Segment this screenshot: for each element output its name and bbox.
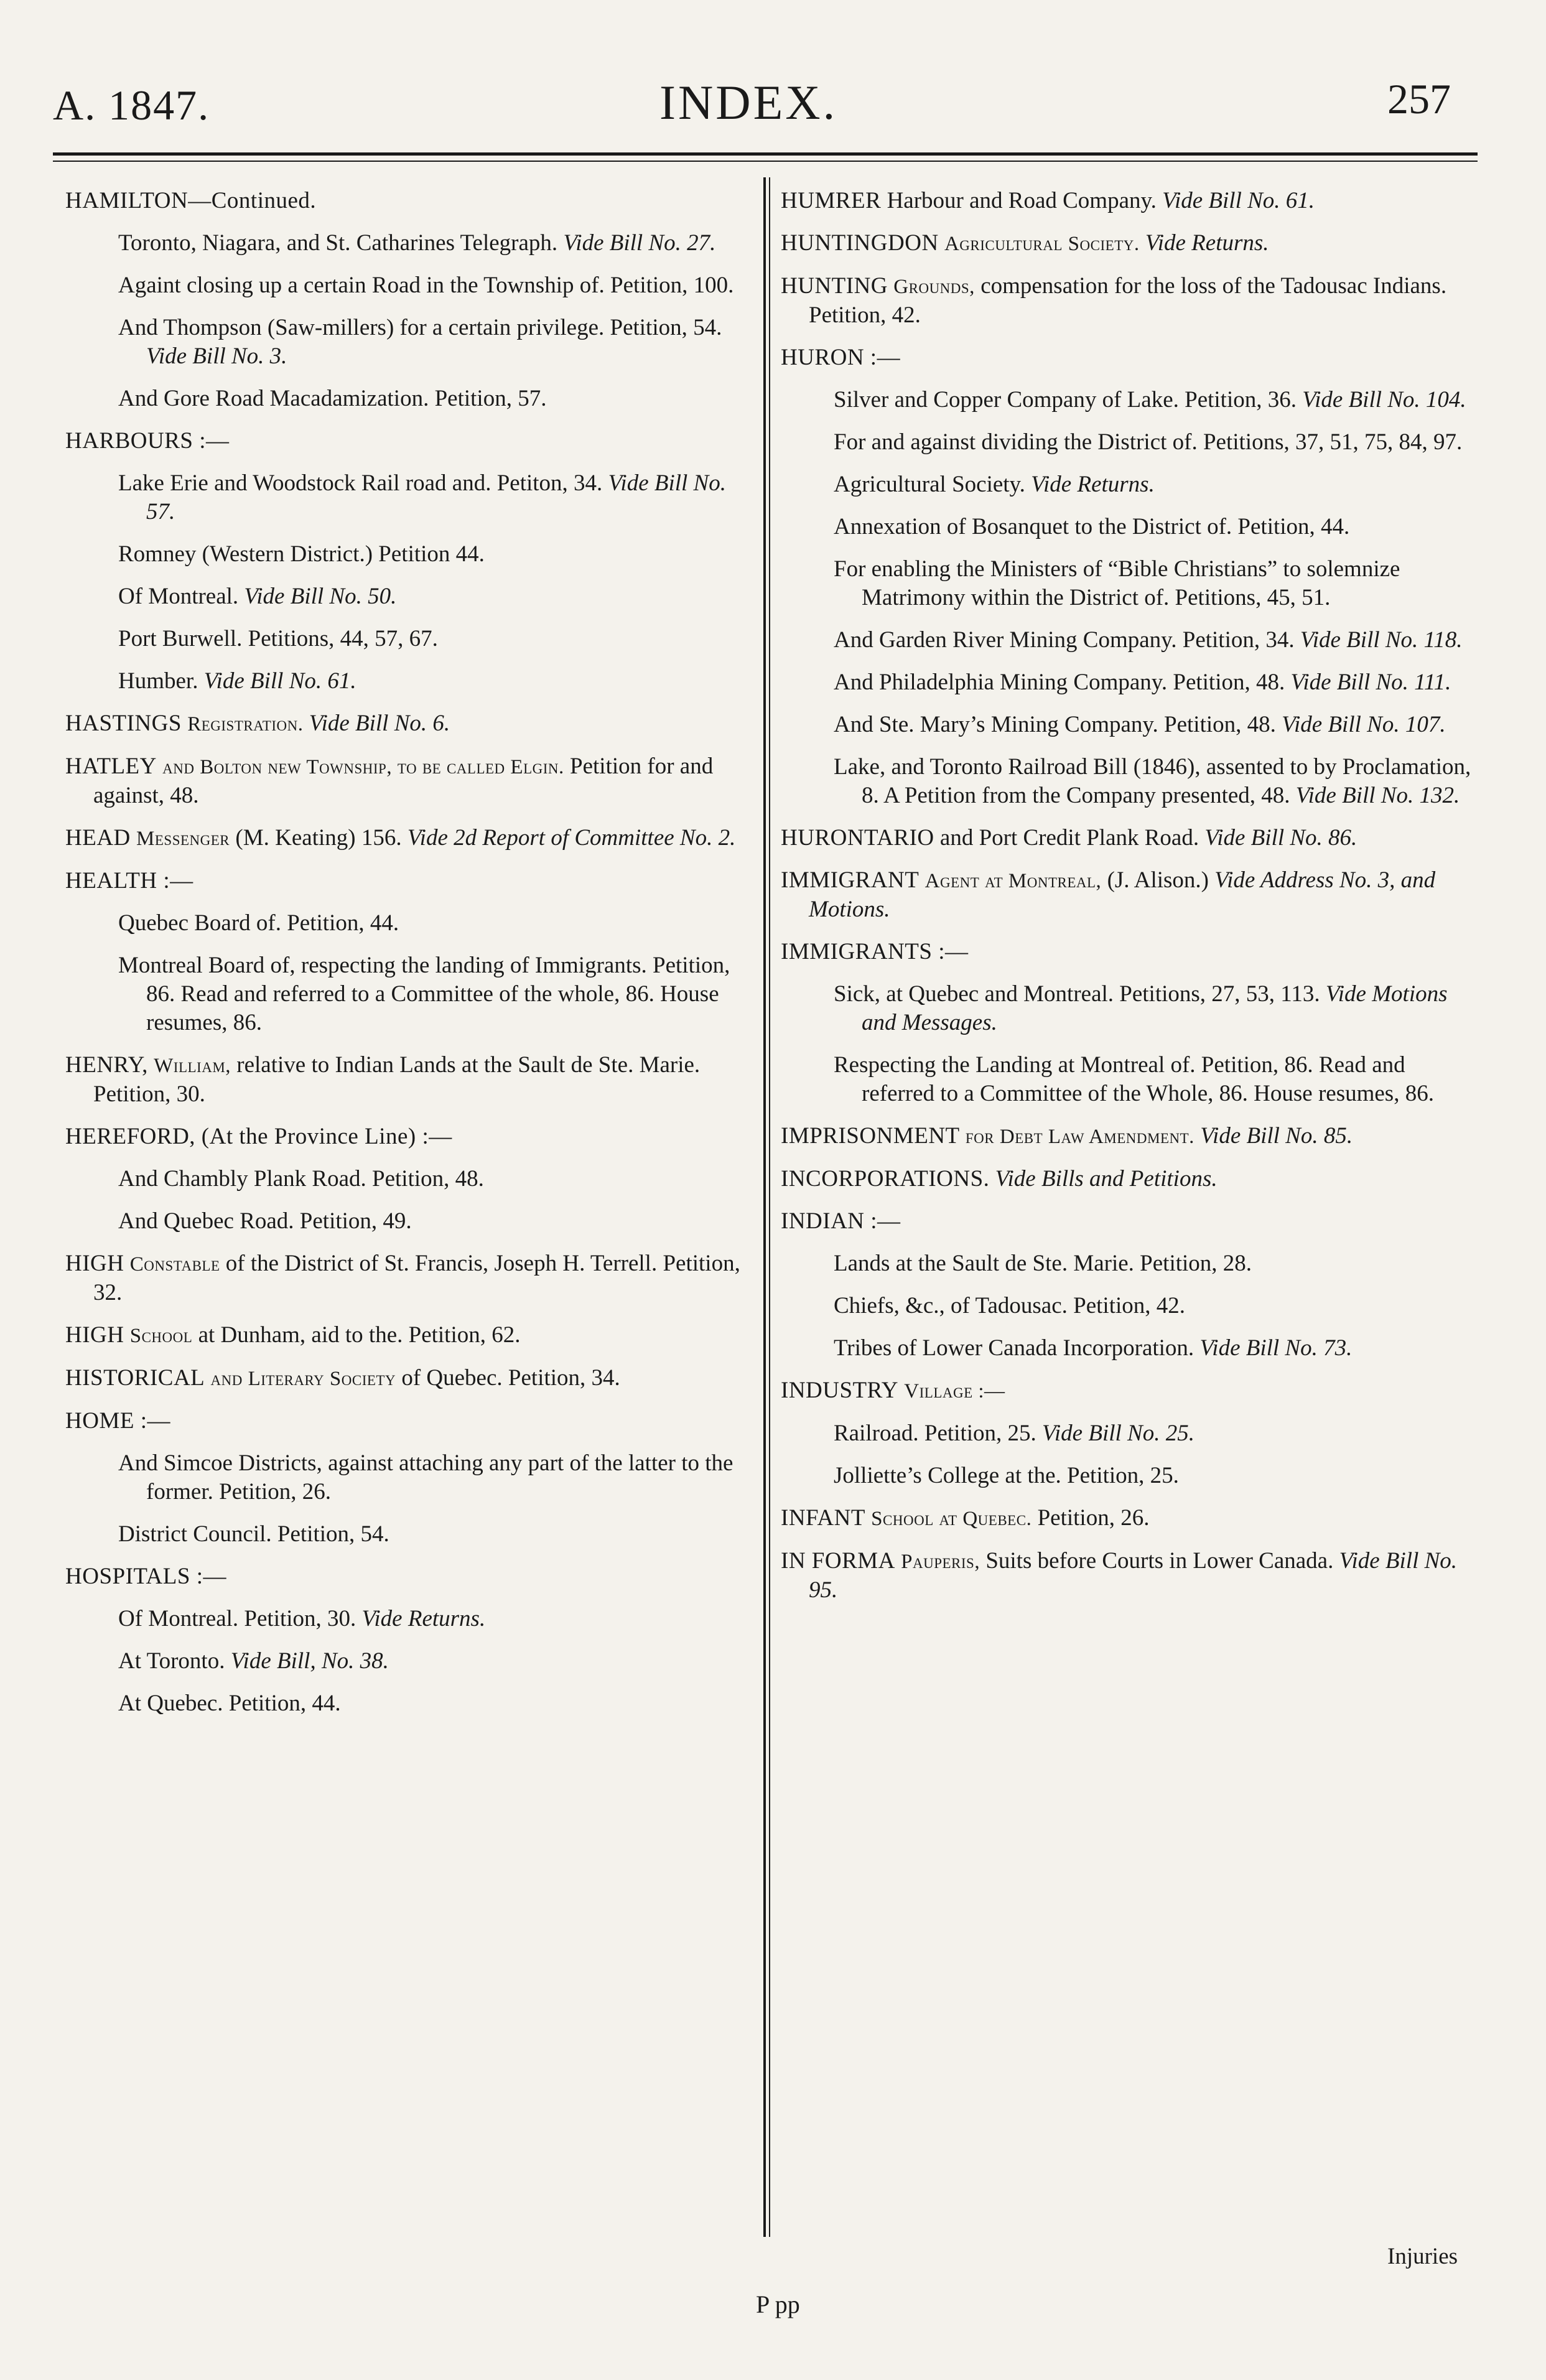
index-entry bbox=[65, 427, 756, 455]
index-subentry bbox=[118, 1520, 756, 1549]
index-subentry bbox=[118, 1605, 756, 1633]
index-subentry bbox=[118, 1449, 756, 1506]
entry-reference: Vide Motions and Messages. bbox=[862, 981, 1448, 1035]
index-subentry bbox=[118, 951, 756, 1037]
entry-heading: HURON :— bbox=[781, 345, 901, 370]
entry-text: Railroad. Petition, 25. bbox=[834, 1421, 1036, 1446]
index-subentry bbox=[834, 428, 1471, 457]
index-subentry bbox=[834, 1334, 1471, 1363]
index-subentry bbox=[834, 1419, 1471, 1448]
entry-reference: Vide Bill No. 27. bbox=[563, 230, 716, 256]
entry-text: Suits before Courts in Lower Canada. bbox=[985, 1548, 1334, 1574]
entry-heading: HUMRER bbox=[781, 188, 882, 213]
entry-text: of the District of St. Francis, Joseph H. Terrell. Petition, 32. bbox=[93, 1251, 740, 1305]
entry-text: Of Montreal. bbox=[118, 584, 239, 609]
entry-text: Montreal Board of, respecting the landing of Immigrants. Petition, 86. Read and referred to a Committee of the whole, 86. House resumes, 86. bbox=[118, 953, 730, 1035]
entry-text: compensation for the loss of the Tadousac Indians. Petition, 42. bbox=[809, 273, 1447, 328]
index-subentry bbox=[118, 314, 756, 371]
index-subentry bbox=[834, 1249, 1471, 1278]
entry-text: And Chambly Plank Road. Petition, 48. bbox=[118, 1166, 484, 1192]
entry-reference: Vide Bill No. 104. bbox=[1302, 387, 1466, 413]
entry-heading: HAMILTON—Continued. bbox=[65, 188, 317, 213]
entry-heading: HASTINGS bbox=[65, 711, 182, 736]
index-entry bbox=[65, 1249, 756, 1307]
index-subentry bbox=[834, 1292, 1471, 1320]
entry-text: Sick, at Quebec and Montreal. Petitions, 27, 53, 113. bbox=[834, 981, 1320, 1007]
index-entry bbox=[781, 1207, 1471, 1236]
index-subentry bbox=[118, 1165, 756, 1193]
entry-reference: Vide Returns. bbox=[361, 1606, 486, 1631]
index-subentry bbox=[834, 1462, 1471, 1490]
session-year: A. 1847. bbox=[53, 82, 210, 129]
page-number: 257 bbox=[1387, 75, 1451, 123]
catchword: Injuries bbox=[1387, 2244, 1458, 2269]
entry-text: (M. Keating) 156. bbox=[235, 825, 402, 851]
entry-text: And Philadelphia Mining Company. Petition, 48. bbox=[834, 670, 1285, 695]
entry-heading: HUNTINGDON bbox=[781, 230, 939, 256]
entry-heading: IMMIGRANT bbox=[781, 867, 920, 893]
index-entry bbox=[65, 187, 756, 215]
entry-reference: Vide Bill No. 25. bbox=[1042, 1421, 1194, 1446]
entry-reference: Vide Bill No. 86. bbox=[1204, 825, 1357, 851]
entry-text: At Quebec. Petition, 44. bbox=[118, 1691, 341, 1716]
entry-reference: Vide Returns. bbox=[1031, 472, 1155, 497]
entry-reference: Vide Bill No. 57. bbox=[146, 470, 726, 525]
entry-smallcaps: for Debt Law Amendment. bbox=[965, 1126, 1194, 1148]
entry-reference: Vide Bill No. 50. bbox=[244, 584, 397, 609]
entry-reference: Vide Bills and Petitions. bbox=[995, 1166, 1218, 1192]
index-subentry bbox=[834, 980, 1471, 1037]
entry-text: For enabling the Ministers of “Bible Christians” to solemnize Matrimony within the District of. Petitions, 45, 51. bbox=[834, 556, 1400, 610]
index-entry bbox=[781, 187, 1471, 215]
entry-text: And Thompson (Saw-millers) for a certain privilege. Petition, 54. bbox=[118, 315, 722, 340]
entry-reference: Vide Bill No. 111. bbox=[1290, 670, 1451, 695]
entry-text: Againt closing up a certain Road in the Township of. Petition, 100. bbox=[118, 273, 734, 298]
entry-reference: Vide Address No. 3, and Motions. bbox=[809, 867, 1436, 922]
entry-text: Port Burwell. Petitions, 44, 57, 67. bbox=[118, 626, 438, 651]
entry-text: And Quebec Road. Petition, 49. bbox=[118, 1208, 412, 1234]
entry-heading: HURONTARIO bbox=[781, 825, 934, 851]
entry-heading: IN FORMA bbox=[781, 1548, 895, 1574]
index-entry bbox=[781, 229, 1471, 258]
entry-text: And Simcoe Districts, against attaching any part of the latter to the former. Petition, 26. bbox=[118, 1450, 733, 1505]
entry-heading: INFANT bbox=[781, 1505, 865, 1531]
entry-text: At Toronto. bbox=[118, 1648, 225, 1674]
column-divider bbox=[763, 177, 766, 2237]
entry-reference: Vide Bill No. 3. bbox=[146, 343, 287, 369]
entry-heading: IMMIGRANTS :— bbox=[781, 939, 969, 964]
entry-reference: Vide Bill No. 132. bbox=[1295, 783, 1460, 808]
entry-heading: INCORPORATIONS. bbox=[781, 1166, 990, 1192]
entry-text: Lake, and Toronto Railroad Bill (1846), assented to by Proclamation, 8. A Petition from the Company presented, 48. bbox=[834, 754, 1471, 808]
entry-smallcaps: Grounds, bbox=[893, 276, 975, 298]
index-subentry bbox=[118, 385, 756, 413]
index-subentry bbox=[834, 626, 1471, 655]
entry-text: Romney (Western District.) Petition 44. bbox=[118, 541, 485, 567]
entry-text: Silver and Copper Company of Lake. Petition, 36. bbox=[834, 387, 1297, 413]
entry-reference: Vide Bill No. 6. bbox=[309, 711, 450, 736]
header-rule-thin bbox=[53, 161, 1478, 162]
index-entry bbox=[781, 938, 1471, 966]
entry-reference: Vide Bill No. 118. bbox=[1300, 627, 1463, 653]
index-entry bbox=[65, 1122, 756, 1151]
page-title: INDEX. bbox=[659, 75, 838, 129]
entry-reference: Vide Bill, No. 38. bbox=[230, 1648, 389, 1674]
entry-reference: Vide Bill No. 95. bbox=[809, 1548, 1458, 1603]
entry-text: Lake Erie and Woodstock Rail road and. Petiton, 34. bbox=[118, 470, 603, 496]
entry-heading: HARBOURS :— bbox=[65, 428, 230, 454]
entry-heading: HIGH bbox=[65, 1251, 124, 1276]
entry-text: Harbour and Road Company. bbox=[887, 188, 1157, 213]
entry-reference: Vide 2d Report of Committee No. 2. bbox=[407, 825, 736, 851]
entry-smallcaps: Registration. bbox=[187, 713, 304, 735]
entry-heading: INDUSTRY bbox=[781, 1378, 899, 1403]
index-subentry bbox=[834, 753, 1471, 810]
column-divider-thin bbox=[769, 177, 770, 2237]
entry-text: For and against dividing the District of. Petitions, 37, 51, 75, 84, 97. bbox=[834, 429, 1463, 455]
index-entry bbox=[781, 1504, 1471, 1533]
entry-text: Petition, 26. bbox=[1037, 1505, 1150, 1531]
index-subentry bbox=[118, 271, 756, 300]
entry-smallcaps: and Bolton new Township, to be called Elgin. bbox=[162, 756, 564, 778]
entry-text: And Garden River Mining Company. Petition, 34. bbox=[834, 627, 1295, 653]
entry-text: Agricultural Society. bbox=[834, 472, 1025, 497]
index-subentry bbox=[834, 386, 1471, 414]
entry-smallcaps: Constable bbox=[129, 1253, 220, 1276]
index-entry bbox=[781, 1547, 1471, 1605]
entry-heading: HOSPITALS :— bbox=[65, 1564, 226, 1589]
index-subentry bbox=[118, 667, 756, 696]
entry-heading: HATLEY bbox=[65, 754, 157, 779]
entry-text: Toronto, Niagara, and St. Catharines Telegraph. bbox=[118, 230, 558, 256]
entry-smallcaps: School at Quebec. bbox=[871, 1508, 1032, 1530]
index-entry bbox=[65, 1051, 756, 1109]
entry-reference: Vide Bill No. 73. bbox=[1199, 1335, 1353, 1361]
entry-reference: Vide Returns. bbox=[1145, 230, 1269, 256]
index-entry bbox=[65, 1562, 756, 1591]
entry-heading: HISTORICAL bbox=[65, 1365, 205, 1391]
entry-smallcaps: William, bbox=[154, 1055, 231, 1077]
header-rule bbox=[53, 152, 1478, 156]
entry-text: Petition for and against, 48. bbox=[93, 754, 714, 808]
entry-text: And Gore Road Macadamization. Petition, 57. bbox=[118, 386, 547, 411]
index-entry bbox=[65, 824, 756, 853]
index-entry bbox=[65, 867, 756, 895]
printer-signature: P pp bbox=[756, 2290, 800, 2318]
entry-text: Quebec Board of. Petition, 44. bbox=[118, 910, 399, 936]
entry-text: of Quebec. Petition, 34. bbox=[401, 1365, 620, 1391]
entry-smallcaps: Agent at Montreal, bbox=[924, 870, 1102, 892]
index-subentry bbox=[118, 469, 756, 526]
index-entry bbox=[65, 1407, 756, 1435]
index-subentry bbox=[118, 1207, 756, 1236]
index-subentry bbox=[834, 711, 1471, 739]
index-entry bbox=[781, 1376, 1471, 1406]
entry-reference: Vide Bill No. 61. bbox=[203, 668, 356, 694]
entry-smallcaps: Messenger bbox=[136, 828, 230, 850]
entry-reference: Vide Bill No. 61. bbox=[1162, 188, 1315, 213]
entry-text: And Ste. Mary’s Mining Company. Petition, 48. bbox=[834, 712, 1276, 737]
index-subentry bbox=[834, 555, 1471, 612]
entry-text: Lands at the Sault de Ste. Marie. Petition, 28. bbox=[834, 1251, 1252, 1276]
index-subentry bbox=[834, 1051, 1471, 1108]
entry-smallcaps: and Literary Society bbox=[210, 1368, 396, 1390]
index-entry bbox=[781, 1122, 1471, 1151]
index-entry bbox=[65, 1364, 756, 1393]
entry-heading: HENRY, bbox=[65, 1052, 148, 1078]
entry-text: Of Montreal. Petition, 30. bbox=[118, 1606, 356, 1631]
index-entry bbox=[781, 824, 1471, 852]
entry-reference: Vide Bill No. 85. bbox=[1200, 1123, 1353, 1149]
entry-text: Humber. bbox=[118, 668, 198, 694]
index-subentry bbox=[118, 1689, 756, 1718]
entry-heading: INDIAN :— bbox=[781, 1208, 901, 1234]
entry-smallcaps: Agricultural Society. bbox=[944, 233, 1140, 255]
entry-text: Respecting the Landing at Montreal of. Petition, 86. Read and referred to a Committee of the Whole, 86. House resumes, 86. bbox=[834, 1052, 1434, 1106]
entry-text: and Port Credit Plank Road. bbox=[939, 825, 1199, 851]
entry-text: (J. Alison.) bbox=[1107, 867, 1209, 893]
running-head bbox=[0, 75, 1546, 143]
entry-heading: HEAD bbox=[65, 825, 131, 851]
right-column bbox=[781, 187, 1471, 1618]
index-subentry bbox=[118, 582, 756, 611]
entry-text: Jolliette’s College at the. Petition, 25. bbox=[834, 1463, 1179, 1488]
index-subentry bbox=[834, 513, 1471, 541]
index-entry bbox=[781, 343, 1471, 372]
index-subentry bbox=[118, 540, 756, 569]
index-entry bbox=[781, 1165, 1471, 1193]
index-subentry bbox=[118, 909, 756, 938]
index-entry bbox=[65, 1321, 756, 1350]
entry-smallcaps: Village :— bbox=[904, 1380, 1005, 1402]
index-entry bbox=[65, 752, 756, 810]
entry-heading: HEALTH :— bbox=[65, 868, 193, 894]
entry-heading: HEREFORD, (At the Province Line) :— bbox=[65, 1124, 452, 1149]
index-subentry bbox=[118, 1647, 756, 1676]
entry-heading: HUNTING bbox=[781, 273, 888, 299]
index-subentry bbox=[834, 668, 1471, 697]
entry-text: District Council. Petition, 54. bbox=[118, 1521, 389, 1547]
entry-text: Chiefs, &c., of Tadousac. Petition, 42. bbox=[834, 1293, 1186, 1318]
index-subentry bbox=[118, 625, 756, 653]
entry-text: relative to Indian Lands at the Sault de Ste. Marie. Petition, 30. bbox=[93, 1052, 701, 1107]
entry-text: at Dunham, aid to the. Petition, 62. bbox=[198, 1322, 521, 1348]
entry-heading: HOME :— bbox=[65, 1408, 170, 1434]
entry-smallcaps: School bbox=[129, 1325, 193, 1347]
left-column bbox=[65, 187, 756, 1732]
index-entry bbox=[781, 866, 1471, 924]
entry-heading: HIGH bbox=[65, 1322, 124, 1348]
entry-smallcaps: Pauperis, bbox=[901, 1551, 980, 1573]
index-entry bbox=[65, 709, 756, 739]
index-subentry bbox=[834, 470, 1471, 499]
entry-heading: IMPRISONMENT bbox=[781, 1123, 960, 1149]
index-entry bbox=[781, 272, 1471, 330]
entry-reference: Vide Bill No. 107. bbox=[1282, 712, 1446, 737]
entry-text: Tribes of Lower Canada Incorporation. bbox=[834, 1335, 1194, 1361]
index-subentry bbox=[118, 229, 756, 258]
entry-text: Annexation of Bosanquet to the District of. Petition, 44. bbox=[834, 514, 1350, 539]
